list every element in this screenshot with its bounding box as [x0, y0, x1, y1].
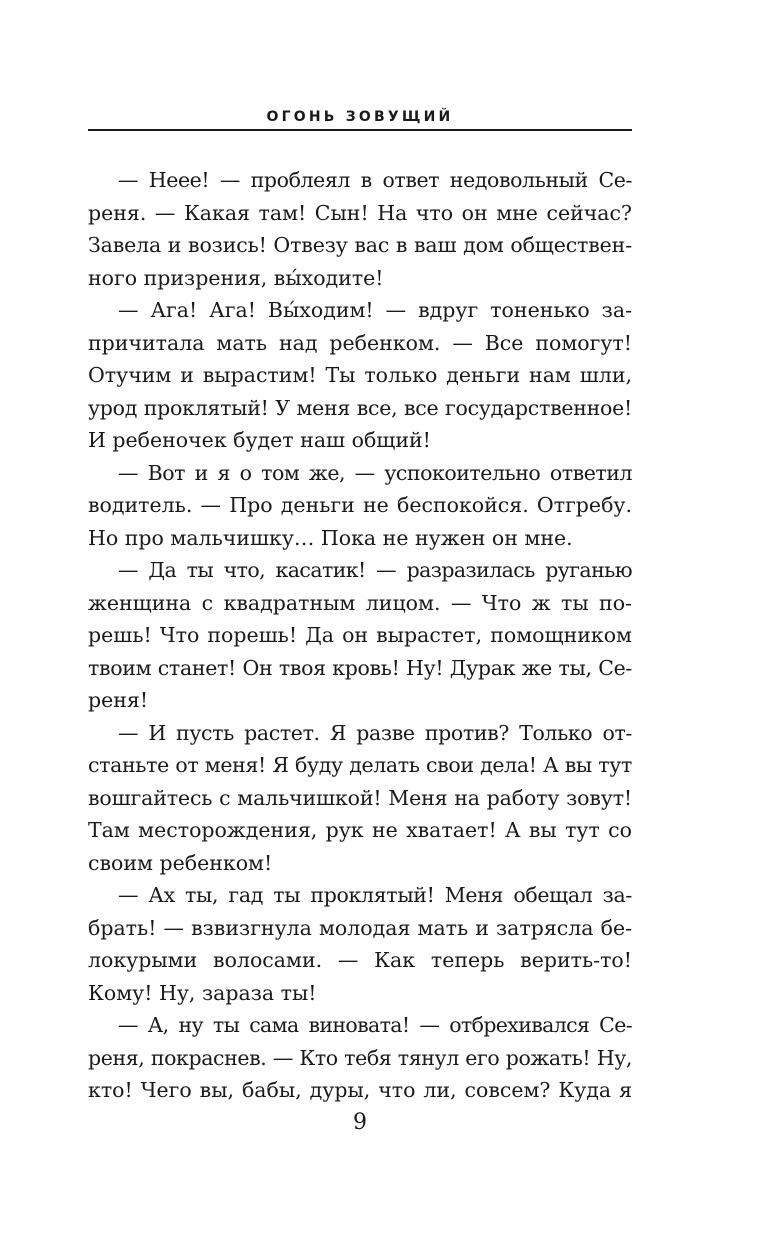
- text-line: Там месторождения, рук не хватает! А вы тут со: [88, 818, 632, 842]
- text-line: женщина с квадратным лицом. — Что ж ты по-: [88, 590, 632, 615]
- header-rule: [88, 129, 632, 131]
- text-line: — Вот и я о том же, — успокоительно ответил: [118, 460, 632, 485]
- text-line: Кому! Ну, зараза ты!: [88, 980, 317, 1005]
- text-line: причитала мать над ребенком. — Все помогут!: [88, 330, 632, 355]
- paragraph: [88, 717, 632, 880]
- text-line: станьте от меня! Я буду делать свои дела! А вы тут: [88, 753, 632, 777]
- text-line: — Ага! Ага! Вы́ходим! — вдруг тоненько за-: [118, 298, 632, 322]
- running-head: ОГОНЬ ЗОВУЩИЙ: [266, 109, 454, 125]
- text-line: вошгайтесь с мальчишкой! Меня на работу зовут!: [88, 785, 632, 810]
- text-line: локурыми волосами. — Как теперь верить-то!: [88, 948, 632, 972]
- paragraph: [88, 294, 632, 457]
- paragraph: [88, 164, 632, 294]
- text-line: — Неее! — проблеял в ответ недовольный Се-: [118, 168, 632, 192]
- text-line: брать! — взвизгнула молодая мать и затрясла бе-: [88, 915, 632, 940]
- text-line: твоим станет! Он твоя кровь! Ну! Дурак же ты, Се-: [88, 655, 632, 680]
- body-text: [88, 164, 632, 1107]
- paragraph: [88, 554, 632, 717]
- text-line: Отучим и вырастим! Ты только деньги нам шли,: [88, 363, 632, 387]
- text-line: решь! Что порешь! Да он вырастет, помощником: [88, 623, 632, 647]
- text-line: И ребеночек будет наш общий!: [88, 428, 431, 452]
- text-line: реня. — Какая там! Сын! На что он мне сейчас?: [88, 200, 632, 225]
- paragraph: [88, 879, 632, 1009]
- text-line: урод проклятый! У меня все, все государственное!: [88, 395, 632, 420]
- text-line: реня!: [88, 688, 149, 712]
- text-line: кто! Чего вы, бабы, дуры, что ли, совсем? Куда я: [88, 1078, 632, 1102]
- text-line: водитель. — Про деньги не беспокойся. Отгребу.: [88, 493, 632, 517]
- page-number: 9: [353, 1110, 367, 1135]
- text-line: ного призрения, вы́ходите!: [88, 265, 384, 290]
- text-line: Но про мальчишку… Пока не нужен он мне.: [88, 525, 573, 550]
- text-line: реня, покраснев. — Кто тебя тянул его рожать! Ну,: [88, 1045, 632, 1070]
- paragraph: [88, 457, 632, 555]
- text-line: своим ребенком!: [88, 850, 273, 875]
- paragraph: [88, 1009, 632, 1107]
- text-line: — И пусть растет. Я разве против? Только от-: [118, 720, 632, 745]
- text-line: Завела и возись! Отвезу вас в ваш дом обществен-: [88, 233, 632, 257]
- text-line: — Да ты что, касатик! — разразилась руганью: [118, 558, 632, 582]
- text-line: — А, ну ты сама виновата! — отбрехивался Се-: [118, 1013, 632, 1037]
- text-line: — Ах ты, гад ты проклятый! Меня обещал за-: [118, 883, 632, 907]
